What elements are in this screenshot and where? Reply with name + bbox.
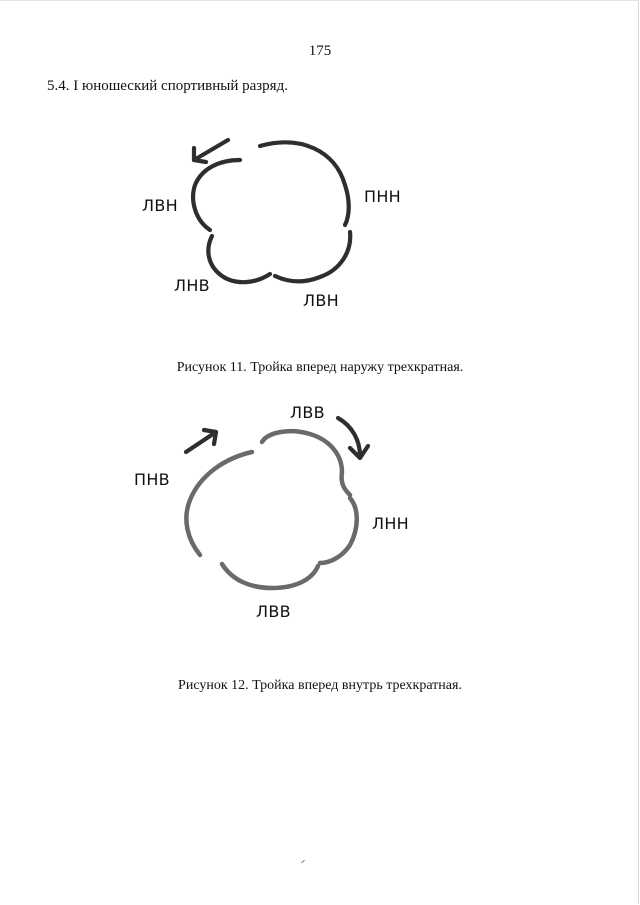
figure-12-label-right: ЛНН (372, 514, 409, 533)
figure-12-arrow-right-line (338, 418, 360, 456)
figure-11-arrow-line (194, 140, 228, 160)
figure-11-label-left-bottom: ЛНВ (174, 276, 210, 295)
figure-11-arc-right (260, 142, 349, 225)
figure-11-label-left-top: ЛВН (142, 196, 178, 215)
figure-12-arc-left (186, 452, 252, 555)
section-heading: 5.4. I юношеский спортивный разряд. (47, 78, 288, 94)
figure-11-arc-bottom (208, 236, 270, 282)
figure-11-caption: Рисунок 11. Тройка вперед наружу трехкратная. (176, 360, 464, 375)
figure-12-diagram (0, 395, 640, 625)
figure-12-arc-top (262, 431, 350, 495)
figure-12-arrow-left-line (186, 432, 216, 452)
figure-11-label-bottom: ЛВН (303, 291, 339, 310)
figure-12-arc-right (320, 498, 357, 563)
figure-11-arc-lower-right (275, 232, 350, 281)
figure-11 (0, 120, 640, 320)
figure-12 (0, 395, 640, 625)
figure-12-label-top: ЛВВ (290, 403, 325, 422)
figure-12-arc-bottom (222, 564, 318, 588)
figure-11-label-right: ПНН (364, 187, 401, 206)
figure-12-caption: Рисунок 12. Тройка вперед внутрь трехкратная. (178, 678, 462, 693)
figure-11-arc-left (193, 160, 240, 230)
figure-12-label-bottom: ЛВВ (256, 602, 291, 621)
figure-12-label-left: ПНВ (134, 470, 170, 489)
figure-11-diagram (0, 120, 640, 320)
page-number: 175 (308, 43, 332, 59)
